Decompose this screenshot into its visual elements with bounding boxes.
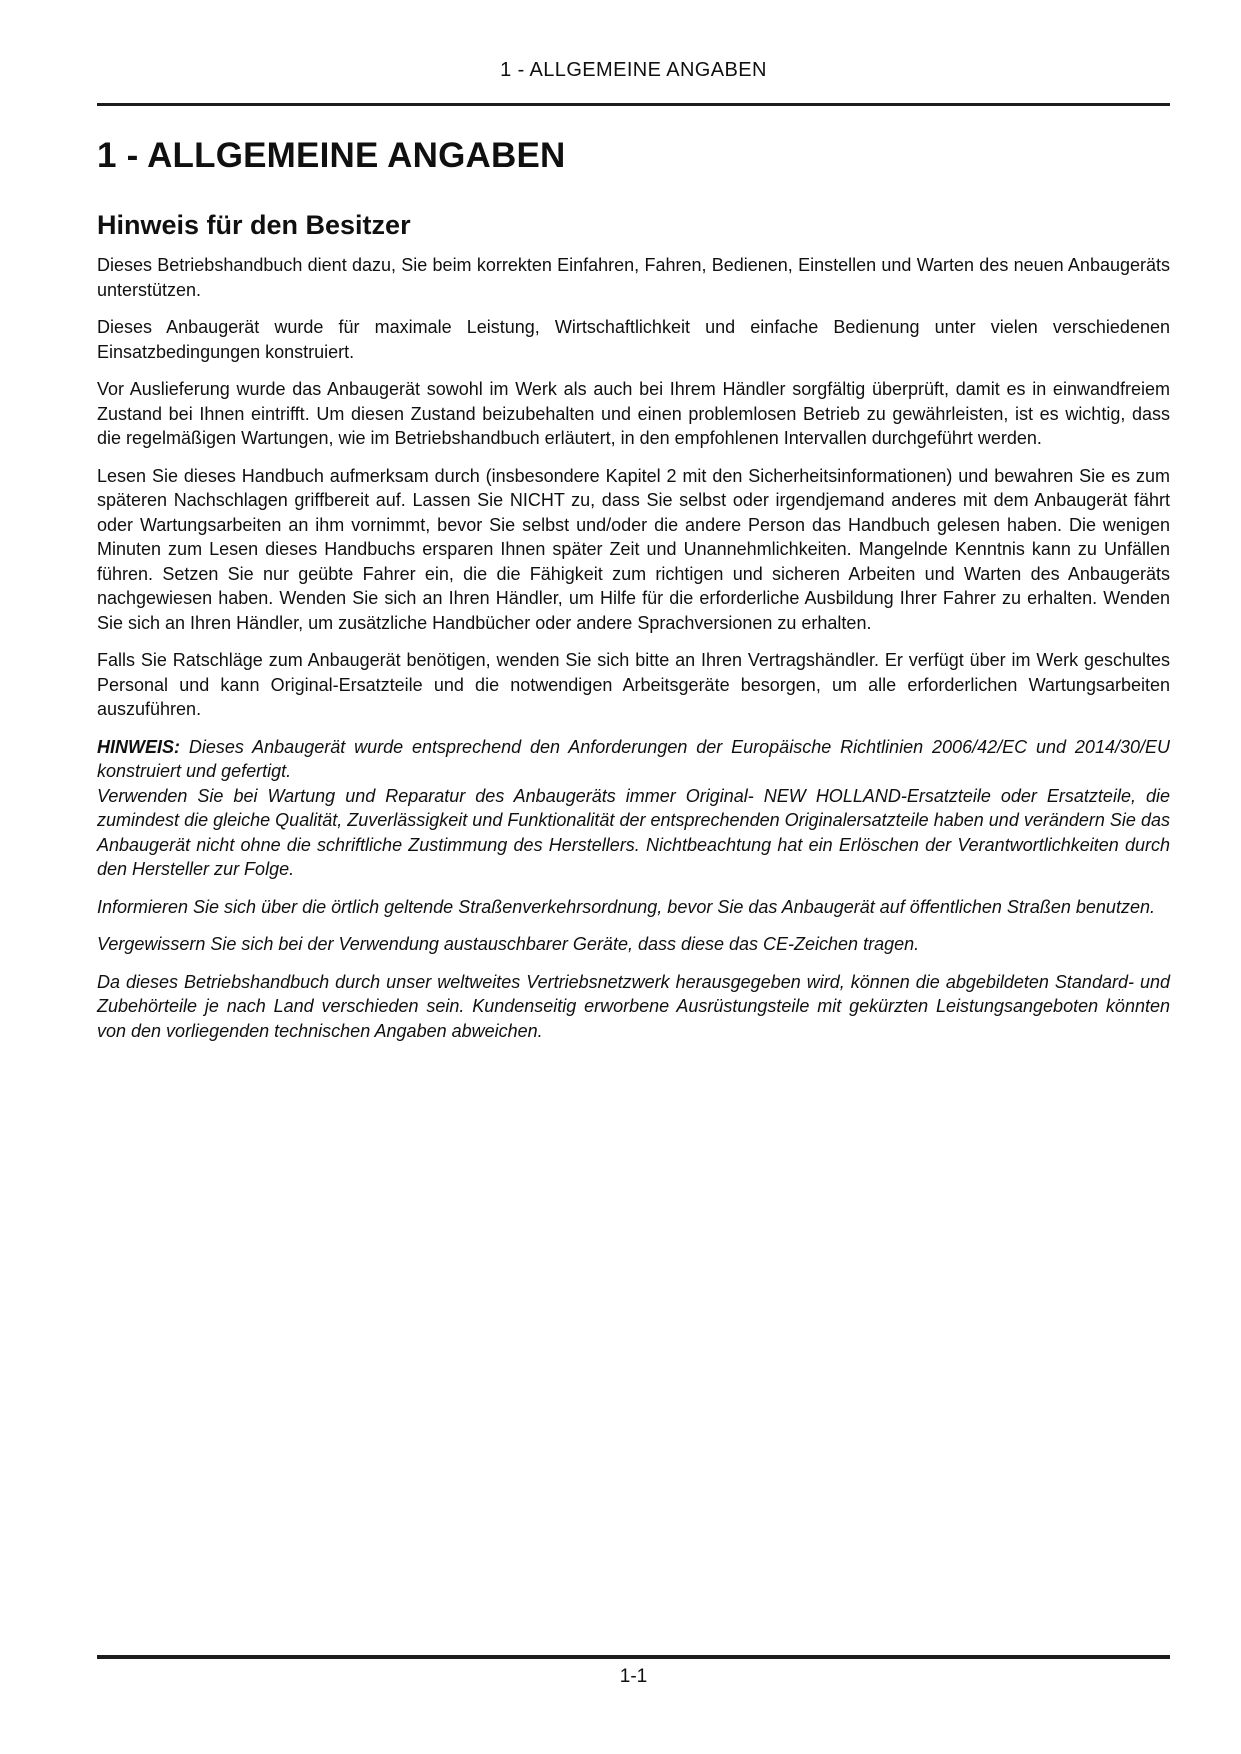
running-header: 1 - ALLGEMEINE ANGABEN: [500, 59, 767, 81]
note-label: HINWEIS:: [97, 736, 180, 757]
paragraph-9: Da dieses Betriebshandbuch durch unser weltweites Vertriebsnetzwerk herausgegeben wird, können die abgebildeten Standard- und Zubehörteile je nach Land verschieden sein. Kundenseitig erworbene Ausrüstungsteile mit gekürzten Leistungsangeboten könnten von den vorliegenden technischen Angaben abweichen.: [97, 971, 1170, 1041]
paragraph-4: Lesen Sie dieses Handbuch aufmerksam durch (insbesondere Kapitel 2 mit den Sicherheitsinformationen) und bewahren Sie es zum späteren Nachschlagen griffbereit auf. Lassen Sie NICHT zu, dass Sie selbst oder irgendjemand anderes mit dem Anbaugerät fährt oder Wartungsarbeiten an ihm vornimmt, bevor Sie selbst und/oder die andere Person das Handbuch gelesen haben. Die wenigen Minuten zum Lesen dieses Handbuchs ersparen Ihnen später Zeit und Unannehmlichkeiten. Mangelnde Kenntnis kann zu Unfällen führen. Setzen Sie nur geübte Fahrer ein, die die Fähigkeit zum richtigen und sicheren Arbeiten und Warten des Anbaugeräts nachgewiesen haben. Wenden Sie sich an Ihren Händler, um Hilfe für die erforderliche Ausbildung Ihrer Fahrer zu erhalten. Wenden Sie sich an Ihren Händler, um zusätzliche Handbücher oder andere Sprachversionen zu erhalten.: [97, 465, 1170, 633]
page-number: 1-1: [619, 1666, 648, 1687]
note-paragraph: [97, 735, 1170, 882]
note-sentence-1: Dieses Anbaugerät wurde entsprechend den Anforderungen der Europäische Richtlinien 2006/42/EC und 2014/30/EU konstruiert und gefertigt.: [97, 736, 1170, 781]
paragraph-8: Vergewissern Sie sich bei der Verwendung austauschbarer Geräte, dass diese das CE-Zeichen tragen.: [97, 934, 920, 954]
paragraph-3: Vor Auslieferung wurde das Anbaugerät sowohl im Werk als auch bei Ihrem Händler sorgfältig überprüft, damit es in einwandfreiem Zustand bei Ihnen eintrifft. Um diesen Zustand beizubehalten und einen problemlosen Betrieb zu gewährleisten, ist es wichtig, dass die regelmäßigen Wartungen, wie im Betriebshandbuch erläutert, in den empfohlenen Intervallen durchgeführt werden.: [97, 379, 1170, 448]
paragraph-7: Informieren Sie sich über die örtlich geltende Straßenverkehrsordnung, bevor Sie das Anbaugerät auf öffentlichen Straßen benutzen.: [97, 896, 1155, 917]
paragraph-5: Falls Sie Ratschläge zum Anbaugerät benötigen, wenden Sie sich bitte an Ihren Vertragshändler. Er verfügt über im Werk geschultes Personal und kann Original-Ersatzteile und die notwendigen Arbeitsgeräte besorgen, um alle erforderlichen Wartungsarbeiten auszuführen.: [97, 650, 1170, 719]
footer-rule: [97, 1655, 1170, 1659]
section-title: Hinweis für den Besitzer: [97, 210, 411, 240]
note-sentence-2: Verwenden Sie bei Wartung und Reparatur des Anbaugeräts immer Original- NEW HOLLAND-Ersatzteile oder Ersatzteile, die zumindest die gleiche Qualität, Zuverlässigkeit und Funktionalität der entsprechenden Originalersatzteile haben und verändern Sie das Anbaugerät nicht ohne die schriftliche Zustimmung des Herstellers. Nichtbeachtung hat ein Erlöschen der Verantwortlichkeiten durch den Hersteller zur Folge.: [97, 785, 1170, 879]
header-rule: [97, 103, 1170, 106]
paragraph-2: Dieses Anbaugerät wurde für maximale Leistung, Wirtschaftlichkeit und einfache Bedienung unter vielen verschiedenen Einsatzbedingungen konstruiert.: [97, 317, 1170, 362]
chapter-title: 1 - ALLGEMEINE ANGABEN: [97, 136, 566, 175]
paragraph-1: Dieses Betriebshandbuch dient dazu, Sie beim korrekten Einfahren, Fahren, Bedienen, Einstellen und Warten des neuen Anbaugeräts unterstützen.: [97, 255, 1170, 300]
page-footer: [97, 1655, 1170, 1688]
